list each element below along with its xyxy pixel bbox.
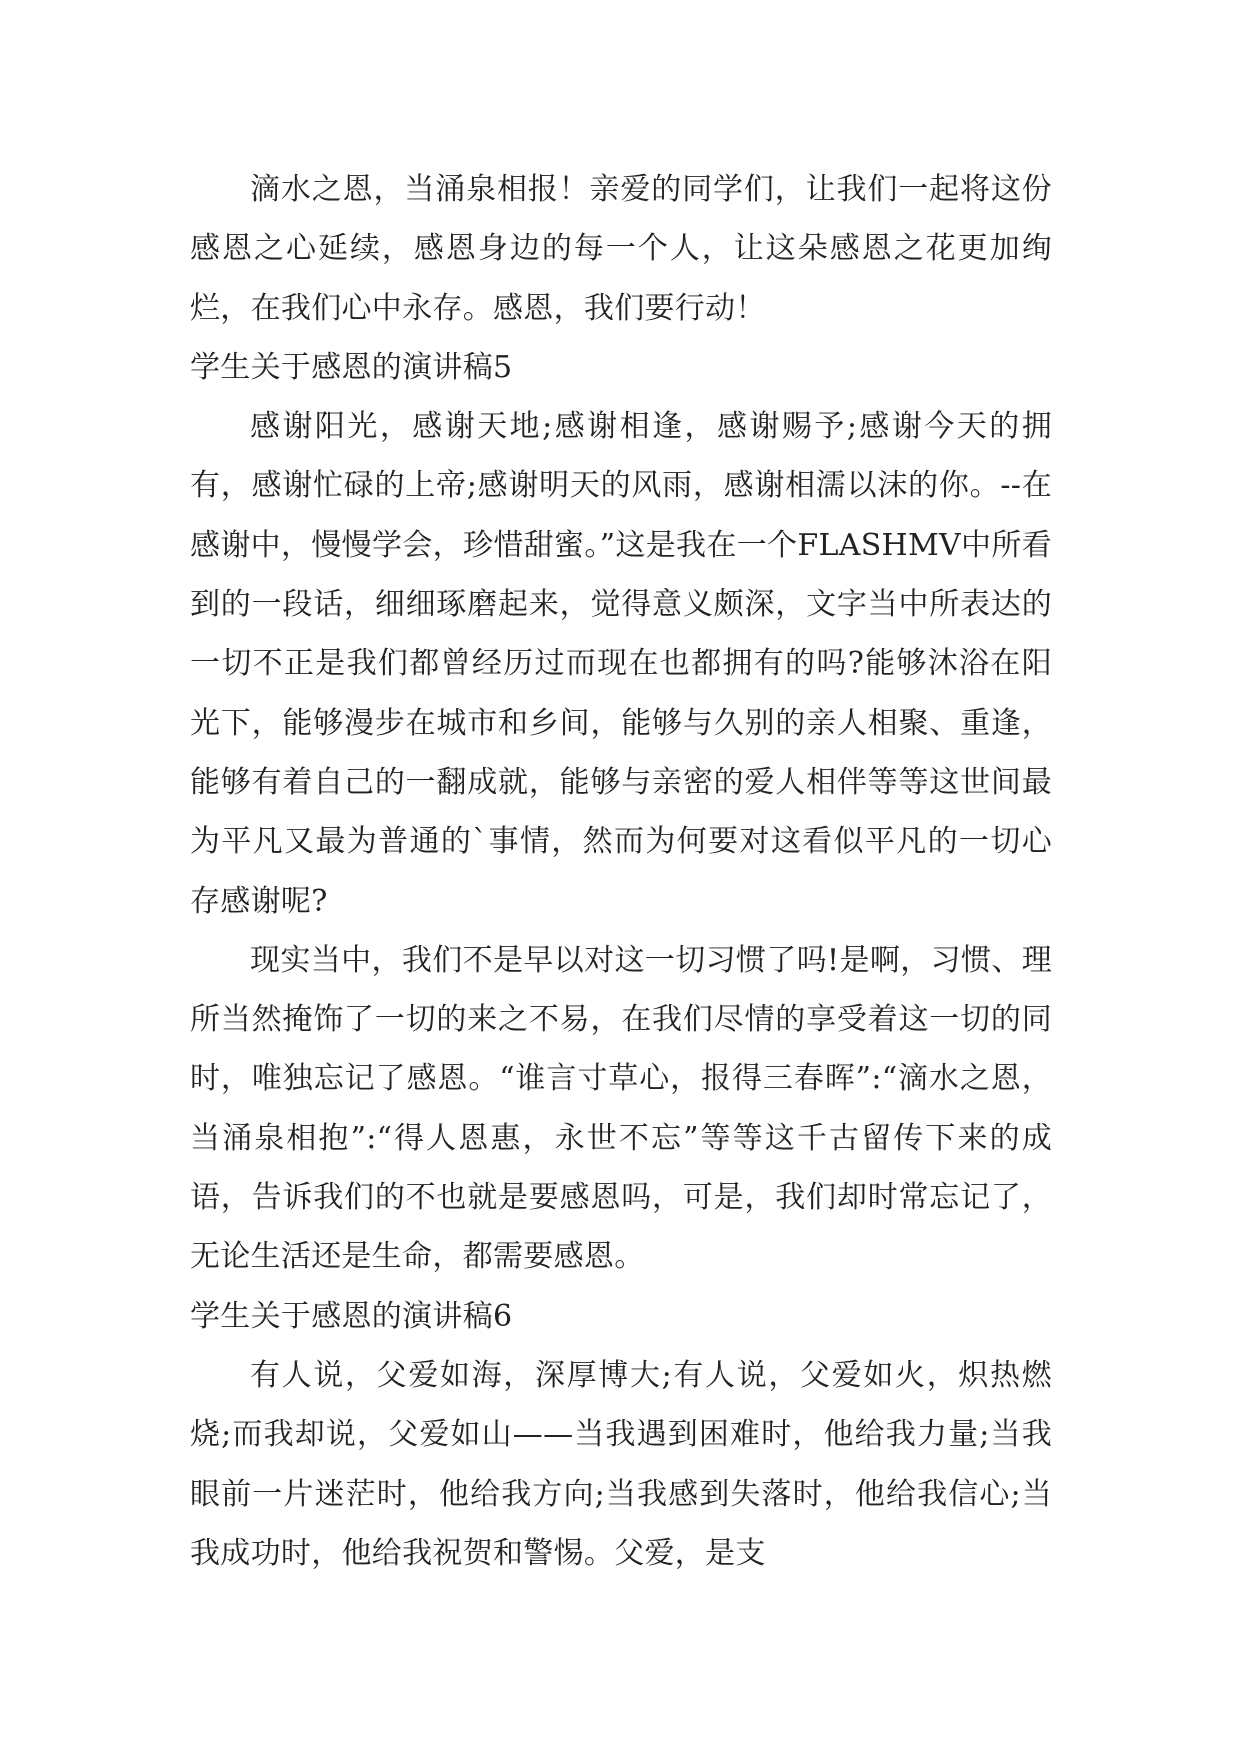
paragraph-gratitude-intro: 感谢阳光，感谢天地;感谢相逢，感谢赐予;感谢今天的拥有，感谢忙碌的上帝;感谢明天的风雨，感谢相濡以沫的你。--在感谢中，慢慢学会，珍惜甜蜜。”这是我在一个FLASHMV中所看到的一段话，细细琢磨起来，觉得意义颇深，文字当中所表达的一切不正是我们都曾经历过而现在也都拥有的吗?能够沐浴在阳光下，能够漫步在城市和乡间，能够与久别的亲人相聚、重逢，能够有着自己的一翻成就，能够与亲密的爱人相伴等等这世间最为平凡又最为普通的`事情，然而为何要对这看似平凡的一切心存感谢呢?: [190, 409, 1052, 919]
paragraph-gratitude-reality: 现实当中，我们不是早以对这一切习惯了吗!是啊，习惯、理所当然掩饰了一切的来之不易，在我们尽情的享受着这一切的同时，唯独忘记了感恩。“谁言寸草心，报得三春晖”:“滴水之恩，当涌泉相抱”:“得人恩惠，永世不忘”等等这千古留传下来的成语，告诉我们的不也就是要感恩吗，可是，我们却时常忘记了，无论生活还是生命，都需要感恩。: [190, 942, 1052, 1275]
section-heading-5: 学生关于感恩的演讲稿5: [190, 349, 513, 385]
paragraph-closing: 滴水之恩，当涌泉相报！亲爱的同学们，让我们一起将这份感恩之心延续，感恩身边的每一个人，让这朵感恩之花更加绚烂，在我们心中永存。感恩，我们要行动！: [190, 172, 1052, 326]
document-body: [190, 160, 1052, 1583]
section-heading-6: 学生关于感恩的演讲稿6: [190, 1298, 513, 1334]
paragraph-father-love: 有人说，父爱如海，深厚博大;有人说，父爱如火，炽热燃烧;而我却说，父爱如山——当我遇到困难时，他给我力量;当我眼前一片迷茫时，他给我方向;当我感到失落时，他给我信心;当我成功时，他给我祝贺和警惕。父爱，是支: [190, 1357, 1052, 1571]
